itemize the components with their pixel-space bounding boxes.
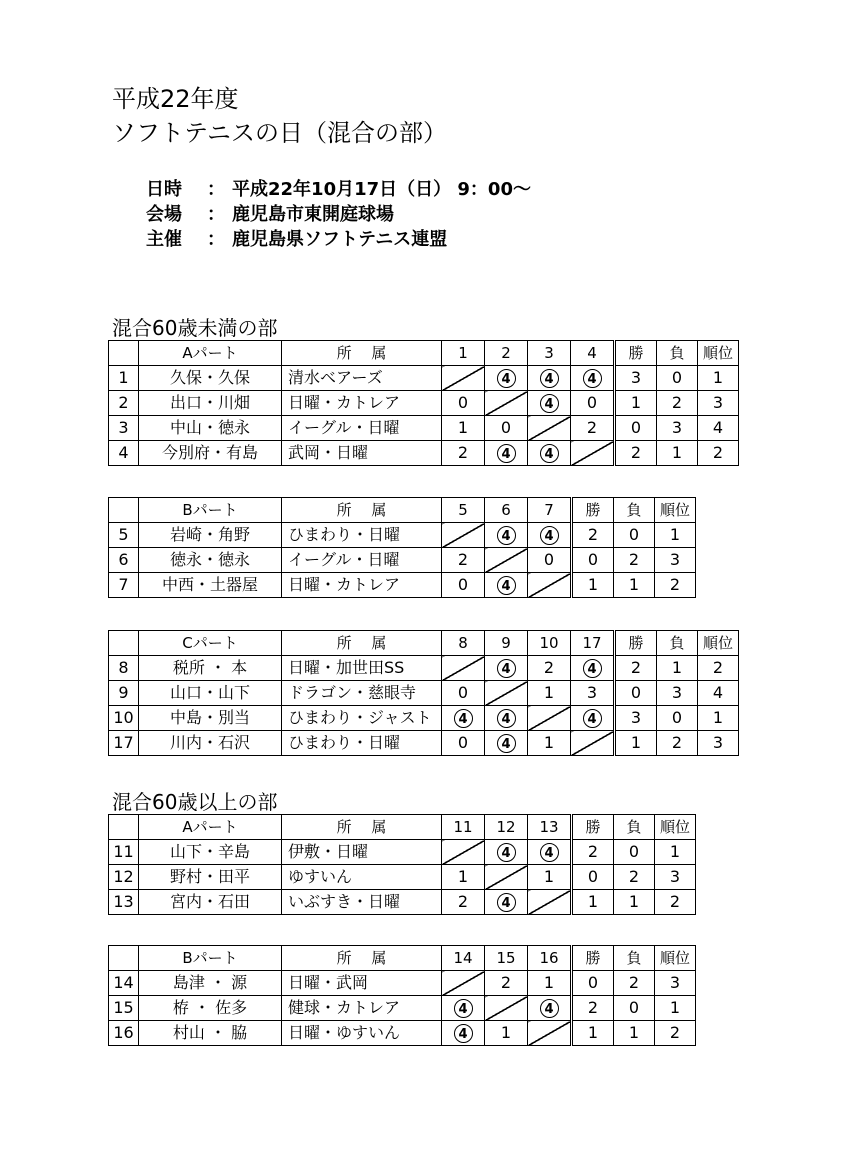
table-row [109, 416, 739, 441]
wins: 1 [616, 731, 657, 756]
rank: 4 [698, 681, 739, 706]
stat-header: 順位 [698, 341, 739, 366]
win-mark: 4 [540, 369, 559, 388]
result-cell [528, 996, 571, 1021]
wins: 2 [573, 523, 614, 548]
result-cell [485, 656, 528, 681]
results-table-1 [108, 497, 696, 598]
entry-number: 4 [109, 441, 139, 466]
result-cell [485, 706, 528, 731]
table-row [109, 441, 739, 466]
win-mark: 4 [454, 999, 473, 1018]
info-value: 平成22年10月17日（日） 9：00～ [232, 179, 531, 200]
info-value: 鹿児島県ソフトテニス連盟 [232, 229, 448, 250]
result-cell: 1 [528, 865, 571, 890]
self-match-diagonal [485, 681, 528, 706]
part-header: Bパート [139, 946, 282, 971]
pair-names: 今別府・有島 [139, 441, 282, 466]
affiliation: ゆすいん [282, 865, 442, 890]
stat-header: 勝 [616, 631, 657, 656]
table-row [109, 1021, 696, 1046]
header-num-cell [109, 498, 139, 523]
losses: 2 [657, 391, 698, 416]
result-cell: 0 [442, 573, 485, 598]
stat-header: 負 [614, 498, 655, 523]
result-cell [485, 731, 528, 756]
table-header-row [109, 631, 739, 656]
part-header: Aパート [139, 815, 282, 840]
entry-number: 7 [109, 573, 139, 598]
entry-number: 10 [109, 706, 139, 731]
wins: 2 [616, 441, 657, 466]
pair-names: 税所 ・ 本 [139, 656, 282, 681]
wins: 0 [573, 971, 614, 996]
pair-names: 中島・別当 [139, 706, 282, 731]
result-cell: 0 [485, 416, 528, 441]
result-cell: 0 [442, 391, 485, 416]
losses: 3 [657, 416, 698, 441]
rank: 2 [698, 441, 739, 466]
result-cell: 2 [442, 890, 485, 915]
stat-header: 勝 [573, 498, 614, 523]
result-cell: 2 [571, 416, 614, 441]
affiliation: 日曜・ゆすいん [282, 1021, 442, 1046]
rank: 2 [698, 656, 739, 681]
result-cell [528, 523, 571, 548]
result-cell: 0 [571, 391, 614, 416]
table-row [109, 523, 696, 548]
opponent-column-header: 15 [485, 946, 528, 971]
affiliation: 日曜・武岡 [282, 971, 442, 996]
table-row [109, 706, 739, 731]
opponent-column-header: 10 [528, 631, 571, 656]
stat-header: 負 [657, 341, 698, 366]
result-cell: 1 [485, 1021, 528, 1046]
opponent-column-header: 12 [485, 815, 528, 840]
info-colon: ： [207, 204, 225, 225]
document-subtitle: ソフトテニスの日（混合の部） [112, 119, 448, 147]
result-cell [528, 441, 571, 466]
opponent-column-header: 1 [442, 341, 485, 366]
opponent-column-header: 13 [528, 815, 571, 840]
entry-number: 17 [109, 731, 139, 756]
entry-number: 2 [109, 391, 139, 416]
rank: 3 [655, 548, 696, 573]
wins: 2 [573, 840, 614, 865]
entry-number: 8 [109, 656, 139, 681]
result-cell [442, 706, 485, 731]
win-mark: 4 [540, 843, 559, 862]
rank: 2 [655, 1021, 696, 1046]
part-header: Cパート [139, 631, 282, 656]
info-label: 日時 [146, 179, 182, 200]
stat-header: 負 [657, 631, 698, 656]
result-cell: 1 [442, 416, 485, 441]
result-cell: 1 [528, 731, 571, 756]
losses: 1 [614, 573, 655, 598]
result-cell: 2 [442, 441, 485, 466]
opponent-column-header: 9 [485, 631, 528, 656]
result-cell: 1 [528, 681, 571, 706]
opponent-column-header: 2 [485, 341, 528, 366]
entry-number: 1 [109, 366, 139, 391]
wins: 1 [573, 1021, 614, 1046]
pair-names: 中西・土器屋 [139, 573, 282, 598]
pair-names: 島津 ・ 源 [139, 971, 282, 996]
win-mark: 4 [540, 394, 559, 413]
self-match-diagonal [571, 441, 614, 466]
self-match-diagonal [528, 416, 571, 441]
entry-number: 3 [109, 416, 139, 441]
results-table-0 [108, 340, 739, 466]
table-header-row [109, 815, 696, 840]
opponent-column-header: 11 [442, 815, 485, 840]
stat-header: 負 [614, 815, 655, 840]
affiliation: イーグル・日曜 [282, 548, 442, 573]
pair-names: 野村・田平 [139, 865, 282, 890]
table-row [109, 548, 696, 573]
stat-header: 順位 [655, 815, 696, 840]
table-row [109, 391, 739, 416]
losses: 2 [614, 865, 655, 890]
entry-number: 11 [109, 840, 139, 865]
result-cell: 1 [528, 971, 571, 996]
entry-number: 14 [109, 971, 139, 996]
wins: 0 [573, 865, 614, 890]
affiliation: 健球・カトレア [282, 996, 442, 1021]
table-row [109, 656, 739, 681]
win-mark: 4 [497, 893, 516, 912]
win-mark: 4 [497, 576, 516, 595]
rank: 1 [655, 840, 696, 865]
wins: 1 [573, 890, 614, 915]
entry-number: 13 [109, 890, 139, 915]
wins: 0 [616, 681, 657, 706]
win-mark: 4 [497, 444, 516, 463]
affiliation: ひまわり・日曜 [282, 731, 442, 756]
entry-number: 6 [109, 548, 139, 573]
pair-names: 徳永・徳永 [139, 548, 282, 573]
pair-names: 栫 ・ 佐多 [139, 996, 282, 1021]
stat-header: 順位 [655, 498, 696, 523]
losses: 1 [614, 1021, 655, 1046]
win-mark: 4 [454, 709, 473, 728]
pair-names: 中山・徳永 [139, 416, 282, 441]
affiliation: 日曜・カトレア [282, 573, 442, 598]
part-header: Aパート [139, 341, 282, 366]
losses: 0 [657, 366, 698, 391]
results-table-4 [108, 945, 696, 1046]
pair-names: 久保・久保 [139, 366, 282, 391]
stat-header: 勝 [616, 341, 657, 366]
header-num-cell [109, 946, 139, 971]
affiliation-header: 所 属 [282, 815, 442, 840]
pair-names: 宮内・石田 [139, 890, 282, 915]
entry-number: 12 [109, 865, 139, 890]
info-colon: ： [207, 229, 225, 250]
result-cell [528, 840, 571, 865]
entry-number: 9 [109, 681, 139, 706]
wins: 0 [573, 548, 614, 573]
opponent-column-header: 14 [442, 946, 485, 971]
info-line-datetime [146, 178, 531, 202]
result-cell [571, 366, 614, 391]
win-mark: 4 [497, 734, 516, 753]
losses: 2 [614, 971, 655, 996]
table-row [109, 731, 739, 756]
info-line-venue [146, 203, 394, 227]
losses: 1 [614, 890, 655, 915]
header-num-cell [109, 815, 139, 840]
self-match-diagonal [528, 1021, 571, 1046]
result-cell [485, 366, 528, 391]
stat-header: 勝 [573, 815, 614, 840]
rank: 2 [655, 573, 696, 598]
affiliation-header: 所 属 [282, 946, 442, 971]
result-cell: 2 [528, 656, 571, 681]
losses: 0 [657, 706, 698, 731]
affiliation: ドラゴン・慈眼寺 [282, 681, 442, 706]
pair-names: 川内・石沢 [139, 731, 282, 756]
win-mark: 4 [497, 843, 516, 862]
table-row [109, 681, 739, 706]
affiliation: ひまわり・日曜 [282, 523, 442, 548]
result-cell [485, 523, 528, 548]
self-match-diagonal [442, 366, 485, 391]
affiliation: ひまわり・ジャスト [282, 706, 442, 731]
affiliation: 日曜・加世田SS [282, 656, 442, 681]
losses: 1 [657, 656, 698, 681]
opponent-column-header: 3 [528, 341, 571, 366]
affiliation: イーグル・日曜 [282, 416, 442, 441]
self-match-diagonal [442, 971, 485, 996]
opponent-column-header: 17 [571, 631, 614, 656]
pair-names: 村山 ・ 脇 [139, 1021, 282, 1046]
result-cell: 0 [442, 731, 485, 756]
result-cell [485, 573, 528, 598]
self-match-diagonal [528, 706, 571, 731]
result-cell [528, 366, 571, 391]
win-mark: 4 [497, 526, 516, 545]
rank: 4 [698, 416, 739, 441]
self-match-diagonal [485, 548, 528, 573]
opponent-column-header: 7 [528, 498, 571, 523]
stat-header: 負 [614, 946, 655, 971]
self-match-diagonal [485, 865, 528, 890]
win-mark: 4 [583, 369, 602, 388]
wins: 0 [616, 416, 657, 441]
wins: 3 [616, 706, 657, 731]
rank: 3 [655, 971, 696, 996]
win-mark: 4 [540, 999, 559, 1018]
wins: 1 [573, 573, 614, 598]
result-cell [571, 656, 614, 681]
pair-names: 岩崎・角野 [139, 523, 282, 548]
win-mark: 4 [497, 659, 516, 678]
table-row [109, 996, 696, 1021]
pair-names: 山下・辛島 [139, 840, 282, 865]
rank: 3 [698, 391, 739, 416]
entry-number: 5 [109, 523, 139, 548]
info-line-organizer [146, 228, 447, 252]
affiliation: 日曜・カトレア [282, 391, 442, 416]
table-row [109, 890, 696, 915]
wins: 2 [573, 996, 614, 1021]
losses: 3 [657, 681, 698, 706]
result-cell [571, 706, 614, 731]
affiliation-header: 所 属 [282, 631, 442, 656]
table-row [109, 865, 696, 890]
win-mark: 4 [540, 526, 559, 545]
win-mark: 4 [454, 1024, 473, 1043]
rank: 3 [655, 865, 696, 890]
affiliation-header: 所 属 [282, 341, 442, 366]
table-row [109, 971, 696, 996]
result-cell: 0 [442, 681, 485, 706]
win-mark: 4 [497, 709, 516, 728]
info-label: 主催 [146, 229, 182, 250]
rank: 1 [655, 996, 696, 1021]
results-table-2 [108, 630, 739, 756]
header-num-cell [109, 341, 139, 366]
losses: 2 [657, 731, 698, 756]
result-cell [442, 996, 485, 1021]
rank: 3 [698, 731, 739, 756]
stat-header: 勝 [573, 946, 614, 971]
result-cell [485, 890, 528, 915]
self-match-diagonal [442, 840, 485, 865]
self-match-diagonal [485, 996, 528, 1021]
win-mark: 4 [583, 659, 602, 678]
win-mark: 4 [497, 369, 516, 388]
result-cell: 0 [528, 548, 571, 573]
affiliation: 伊敷・日曜 [282, 840, 442, 865]
opponent-column-header: 8 [442, 631, 485, 656]
result-cell [485, 840, 528, 865]
wins: 3 [616, 366, 657, 391]
affiliation: 武岡・日曜 [282, 441, 442, 466]
affiliation: 清水ベアーズ [282, 366, 442, 391]
table-header-row [109, 341, 739, 366]
self-match-diagonal [528, 573, 571, 598]
stat-header: 順位 [655, 946, 696, 971]
opponent-column-header: 4 [571, 341, 614, 366]
section-title-under60: 混合60歳未満の部 [112, 316, 278, 340]
stat-header: 順位 [698, 631, 739, 656]
section-title-over60: 混合60歳以上の部 [112, 790, 278, 814]
rank: 1 [655, 523, 696, 548]
affiliation: いぶすき・日曜 [282, 890, 442, 915]
losses: 0 [614, 523, 655, 548]
self-match-diagonal [442, 523, 485, 548]
wins: 2 [616, 656, 657, 681]
results-table-3 [108, 814, 696, 915]
result-cell: 2 [442, 548, 485, 573]
opponent-column-header: 6 [485, 498, 528, 523]
self-match-diagonal [571, 731, 614, 756]
header-num-cell [109, 631, 139, 656]
pair-names: 出口・川畑 [139, 391, 282, 416]
losses: 0 [614, 996, 655, 1021]
self-match-diagonal [485, 391, 528, 416]
opponent-column-header: 5 [442, 498, 485, 523]
self-match-diagonal [442, 656, 485, 681]
win-mark: 4 [583, 709, 602, 728]
rank: 1 [698, 366, 739, 391]
losses: 2 [614, 548, 655, 573]
result-cell: 1 [442, 865, 485, 890]
result-cell: 3 [571, 681, 614, 706]
entry-number: 16 [109, 1021, 139, 1046]
result-cell [485, 441, 528, 466]
table-row [109, 573, 696, 598]
wins: 1 [616, 391, 657, 416]
win-mark: 4 [540, 444, 559, 463]
table-row [109, 366, 739, 391]
part-header: Bパート [139, 498, 282, 523]
info-value: 鹿児島市東開庭球場 [232, 204, 394, 225]
affiliation-header: 所 属 [282, 498, 442, 523]
losses: 0 [614, 840, 655, 865]
losses: 1 [657, 441, 698, 466]
result-cell: 2 [485, 971, 528, 996]
table-header-row [109, 946, 696, 971]
rank: 1 [698, 706, 739, 731]
opponent-column-header: 16 [528, 946, 571, 971]
document-title: 平成22年度 [112, 85, 239, 113]
table-header-row [109, 498, 696, 523]
result-cell [442, 1021, 485, 1046]
self-match-diagonal [528, 890, 571, 915]
info-label: 会場 [146, 204, 182, 225]
info-colon: ： [207, 179, 225, 200]
entry-number: 15 [109, 996, 139, 1021]
rank: 2 [655, 890, 696, 915]
table-row [109, 840, 696, 865]
result-cell [528, 391, 571, 416]
pair-names: 山口・山下 [139, 681, 282, 706]
